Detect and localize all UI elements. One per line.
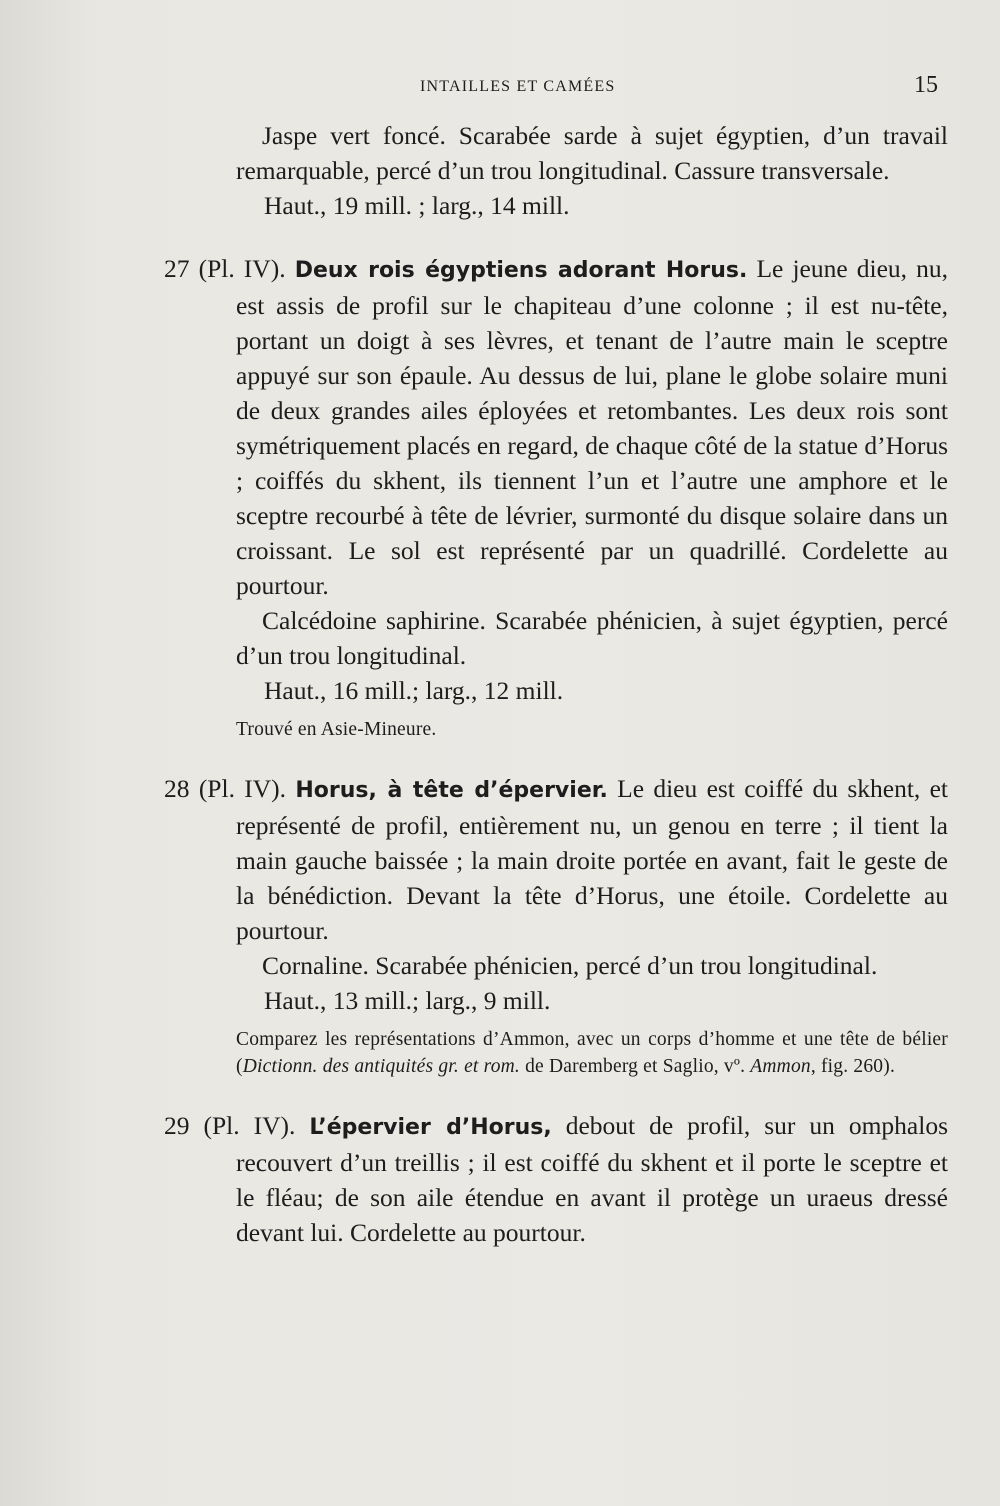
running-title: INTAILLES ET CAMÉES xyxy=(420,78,616,95)
note-text: , fig. 260). xyxy=(810,1056,896,1077)
note-title: Dictionn. des antiquités gr. et rom. xyxy=(242,1056,520,1077)
note-text: Comparez les représentations d’Ammon, avec un corps d’homme et une tête de bélier ( xyxy=(236,1029,948,1077)
entry-27-material: Calcédoine saphirine. Scarabée phénicien, à sujet égyptien, percé d’un trou longitudinal. xyxy=(236,606,948,670)
entry-heading: L’épervier d’Horus, xyxy=(309,1115,552,1140)
entry-number: 27 (Pl. IV). xyxy=(164,254,286,283)
entry-27 xyxy=(164,251,948,603)
spacer xyxy=(236,223,948,251)
entry-28-size: Haut., 13 mill.; larg., 9 mill. xyxy=(264,986,551,1015)
entry-27-note: Trouvé en Asie-Mineure. xyxy=(236,719,437,740)
spacer xyxy=(236,743,948,771)
entry-28-note xyxy=(236,1026,948,1080)
entry-number: 29 (Pl. IV). xyxy=(164,1111,296,1140)
running-head xyxy=(0,72,1000,102)
continuation-size: Haut., 19 mill. ; larg., 14 mill. xyxy=(264,191,570,220)
note-text: de Daremberg et Saglio, vº. xyxy=(520,1056,751,1077)
entry-description: Le jeune dieu, nu, est assis de profil sur le chapiteau d’une colonne ; il est nu-tête, portant un doigt à ses lèvres, et tenant de l’autre main le sceptre appuyé sur son épaule. Au dessus de lui, plane le globe solaire muni de deux grandes ailes éployées et retombantes. Les deux rois sont symétriquement placés en regard, de chaque côté de la statue d’Horus ; coiffés du skhent, ils tiennent l’un et l’autre une amphore et le sceptre recourbé à tête de lévrier, surmonté du disque solaire dans un croissant. Le sol est représenté par un quadrillé. Cordelette au pourtour. xyxy=(236,254,948,600)
entry-description: Le dieu est coiffé du skhent, et représenté de profil, entièrement nu, un genou en terre ; il tient la main gauche baissée ; la main droite portée en avant, fait le geste de la bénédiction. Devant la tête d’Horus, une étoile. Cordelette au pourtour. xyxy=(236,774,949,945)
page-number: 15 xyxy=(914,72,938,98)
entry-27-size: Haut., 16 mill.; larg., 12 mill. xyxy=(264,676,564,705)
spacer xyxy=(236,1080,948,1108)
continuation-material: Jaspe vert foncé. Scarabée sarde à sujet égyptien, d’un travail remarquable, percé d’un trou longitudinal. Cassure transversale. xyxy=(236,121,948,185)
entry-28 xyxy=(164,771,949,948)
entry-29 xyxy=(164,1108,949,1250)
note-word: Ammon xyxy=(750,1056,811,1077)
body-text xyxy=(164,118,949,1250)
entry-heading: Horus, à tête d’épervier. xyxy=(295,778,608,803)
entry-28-material: Cornaline. Scarabée phénicien, percé d’un trou longitudinal. xyxy=(262,951,878,980)
entry-description: debout de profil, sur un omphalos recouvert d’un treillis ; il est coiffé du skhent et il porte le sceptre et le fléau; de son aile étendue en avant il protège un uraeus dressé devant lui. Cordelette au pourtour. xyxy=(236,1111,949,1247)
entry-heading: Deux rois égyptiens adorant Horus. xyxy=(294,258,748,283)
entry-number: 28 (Pl. IV). xyxy=(164,774,287,803)
